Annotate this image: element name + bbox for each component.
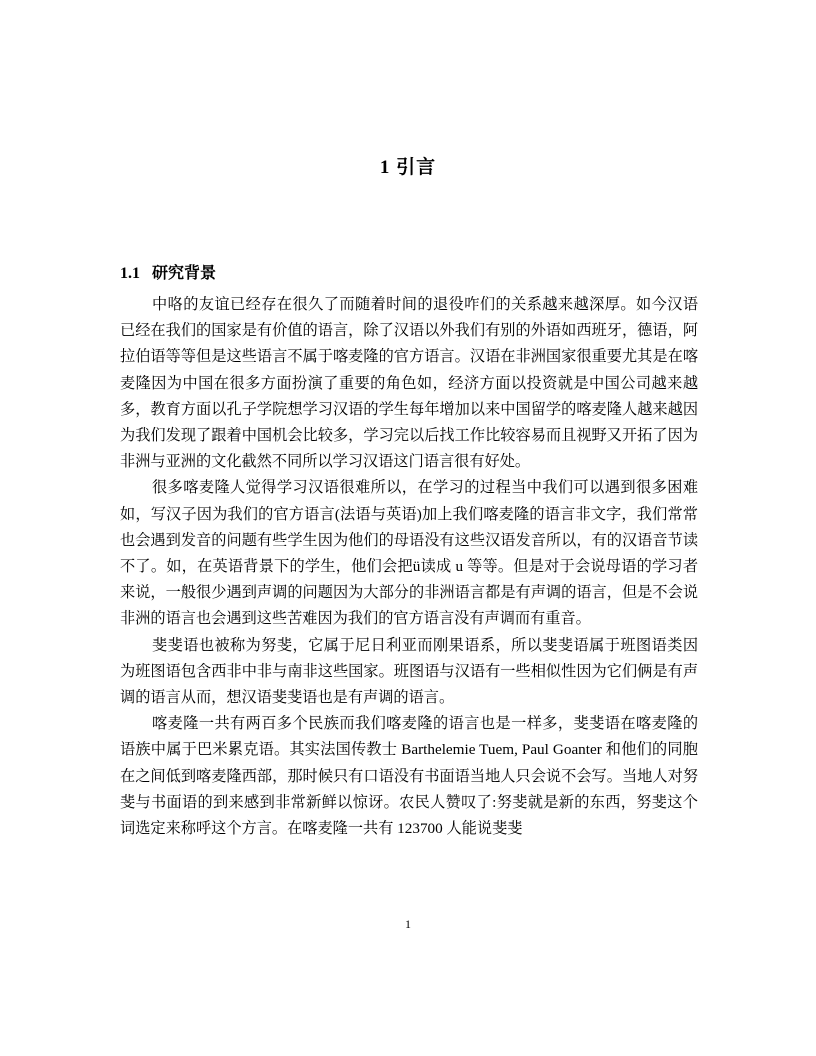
- section-title: 研究背景: [152, 265, 217, 282]
- paragraph: 喀麦隆一共有两百多个民族而我们喀麦隆的语言也是一样多，斐斐语在喀麦隆的语族中属于巴米累克语。其实法国传教士 Barthelemie Tuem, Paul Goanter 和他们的同胞在之间低到喀麦隆西部，那时候只有口语没有书面语当地人只会说不会写。当地人对努斐与书面语的到来感到非常新鲜以惊讶。农民人赞叹了:努斐就是新的东西，努斐这个词选定来称呼这个方言。在喀麦隆一共有 123700 人能说斐斐: [120, 715, 698, 838]
- page-number: 1: [405, 917, 411, 931]
- chapter-title: 1 引言: [379, 157, 437, 178]
- paragraph: 中咯的友谊已经存在很久了而随着时间的退役咋们的关系越来越深厚。如今汉语已经在我们的国家是有价值的语言，除了汉语以外我们有别的外语如西班牙，德语，阿拉伯语等等但是这些语言不属于喀麦隆的官方语言。汉语在非洲国家很重要尤其是在喀麦隆因为中国在很多方面扮演了重要的角色如，经济方面以投资就是中国公司越来越多，教育方面以孔子学院想学习汉语的学生每年增加以来中国留学的喀麦隆人越来越因为我们发现了跟着中国机会比较多，学习完以后找工作比较容易而且视野又开拓了因为非洲与亚洲的文化截然不同所以学习汉语这门语言很有好处。: [120, 296, 698, 471]
- section-number: 1.1: [120, 265, 140, 282]
- paragraph: 斐斐语也被称为努斐，它属于尼日利亚而刚果语系，所以斐斐语属于班图语类因为班图语包含西非中非与南非这些国家。班图语与汉语有一些相似性因为它们俩是有声调的语言从而，想汉语斐斐语也是有声调的语言。: [120, 636, 698, 707]
- section-heading: [120, 260, 216, 283]
- body-text: [120, 292, 698, 842]
- paragraph: 很多喀麦隆人觉得学习汉语很难所以，在学习的过程当中我们可以遇到很多困难如，写汉子因为我们的官方语言(法语与英语)加上我们喀麦隆的语言非文字，我们常常也会遇到发音的问题有些学生因为他们的母语没有这些汉语发音所以，有的汉语音节读不了。如，在英语背景下的学生，他们会把ü读成 u 等等。但是对于会说母语的学习者来说，一般很少遇到声调的问题因为大部分的非洲语言都是有声调的语言，但是不会说非洲的语言也会遇到这些苦难因为我们的官方语言没有声调而有重音。: [120, 479, 698, 628]
